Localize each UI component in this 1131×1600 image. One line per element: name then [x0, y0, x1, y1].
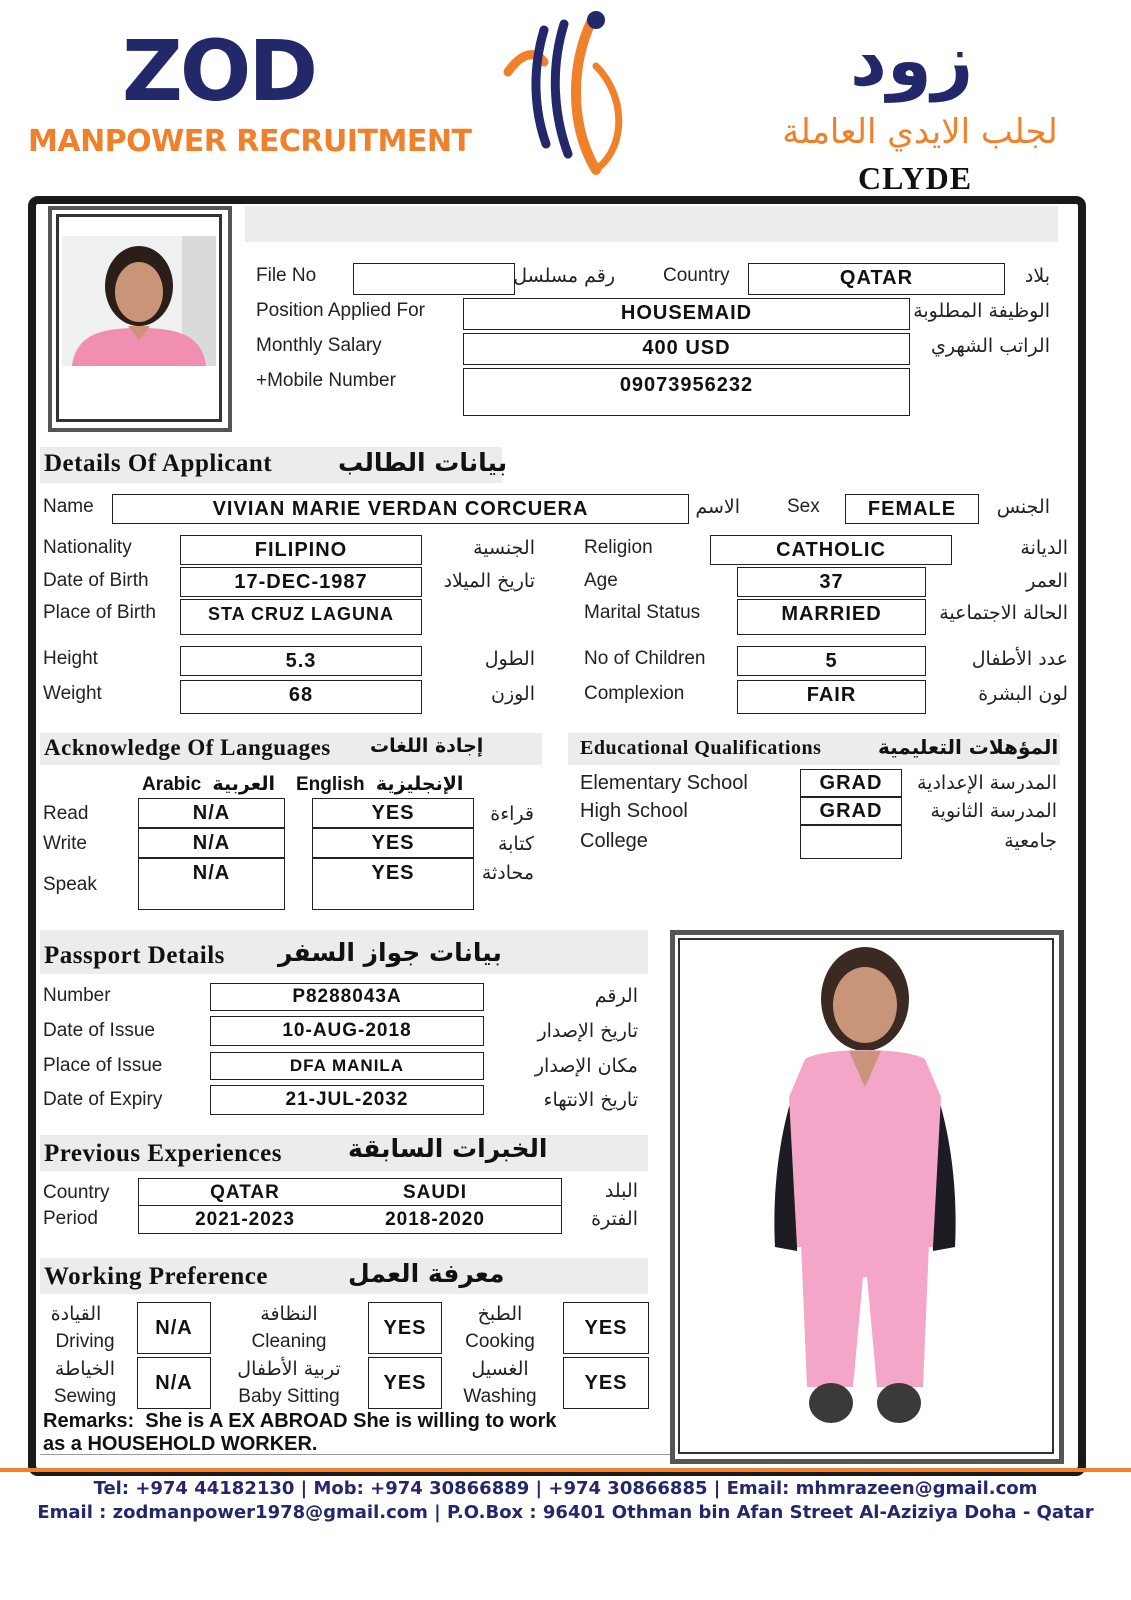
weight-label: Weight	[43, 683, 102, 704]
babysitting-arabic: تربية الأطفال	[237, 1358, 341, 1380]
religion-field: CATHOLIC	[710, 535, 952, 565]
sewing-value: N/A	[137, 1357, 211, 1409]
passport-issue-date-label: Date of Issue	[43, 1020, 155, 1041]
portrait-photo	[62, 236, 216, 366]
languages-section-title-arabic: إجادة اللغات	[370, 735, 484, 757]
name-label: Name	[43, 496, 94, 517]
file-no-arabic: رقم مسلسل	[513, 265, 615, 287]
cleaning-arabic: النظافة	[260, 1303, 318, 1325]
religion-arabic: الديانة	[1020, 537, 1068, 559]
experience-period-2: 2018-2020	[385, 1209, 485, 1230]
mobile-field: 09073956232	[463, 368, 910, 416]
top-banner	[245, 206, 1058, 242]
remarks-label: Remarks:	[43, 1410, 135, 1432]
experience-period-arabic: الفترة	[591, 1208, 638, 1230]
edu-college-label: College	[580, 830, 648, 852]
passport-section-title: Passport Details	[44, 942, 225, 969]
footer-divider	[0, 1468, 1131, 1472]
experience-period-1: 2021-2023	[195, 1209, 295, 1230]
babysitting-label: Baby Sitting	[238, 1386, 340, 1407]
english-col-label-ar: الإنجليزية	[375, 773, 464, 795]
dob-arabic: تاريخ الميلاد	[443, 570, 535, 592]
nationality-field: FILIPINO	[180, 535, 422, 565]
passport-number-arabic: الرقم	[594, 985, 638, 1007]
children-field: 5	[737, 646, 926, 676]
lang-read-label: Read	[43, 803, 89, 824]
languages-section-title: Acknowledge Of Languages	[44, 735, 331, 760]
education-section-title: Educational Qualifications	[580, 737, 822, 759]
passport-issue-place-field: DFA MANILA	[210, 1052, 484, 1080]
passport-expiry-arabic: تاريخ الانتهاء	[543, 1089, 638, 1111]
passport-expiry-field: 21-JUL-2032	[210, 1085, 484, 1115]
passport-section-title-arabic: بيانات جواز السفر	[278, 938, 502, 967]
english-col-label: English	[296, 774, 365, 795]
remarks-text-1: She is A EX ABROAD She is willing to work	[145, 1410, 557, 1432]
cooking-value: YES	[563, 1302, 649, 1354]
marital-label: Marital Status	[584, 602, 701, 623]
experience-section-title: Previous Experiences	[44, 1140, 282, 1167]
edu-elementary-arabic: المدرسة الإعدادية	[917, 772, 1057, 794]
arabic-col-label: Arabic	[142, 774, 202, 795]
babysitting-value: YES	[368, 1357, 442, 1409]
weight-arabic: الوزن	[490, 683, 535, 705]
sewing-label: Sewing	[53, 1386, 117, 1407]
lang-write-english-value: YES	[312, 828, 474, 858]
english-col-header	[296, 773, 463, 796]
file-no-label: File No	[256, 265, 317, 286]
height-field: 5.3	[180, 646, 422, 676]
brand-logo-arabic: زود	[850, 18, 974, 102]
pob-field: STA CRUZ LAGUNA	[180, 599, 422, 635]
country-arabic: بلاد	[1024, 265, 1050, 287]
remarks-underline	[40, 1454, 670, 1455]
driving-arabic: القيادة	[50, 1303, 102, 1325]
brand-logo-icon	[500, 6, 635, 176]
complexion-label: Complexion	[584, 683, 685, 704]
position-arabic: الوظيفة المطلوبة	[913, 300, 1050, 322]
arabic-col-label-ar: العربية	[212, 773, 276, 795]
edu-college-arabic: جامعية	[1004, 830, 1057, 852]
sex-field: FEMALE	[845, 494, 979, 524]
passport-issue-place-arabic: مكان الإصدار	[534, 1055, 638, 1077]
brand-subtitle-arabic: لجلب الايدي العاملة	[782, 112, 1058, 152]
sex-label: Sex	[787, 496, 820, 517]
experience-country-2: SAUDI	[402, 1182, 468, 1203]
lang-read-english-value: YES	[312, 798, 474, 828]
religion-label: Religion	[584, 537, 653, 558]
experience-section-title-arabic: الخبرات السابقة	[348, 1134, 548, 1163]
salary-label: Monthly Salary	[256, 335, 382, 356]
children-label: No of Children	[584, 648, 706, 669]
applicant-section-title: Details Of Applicant	[44, 450, 273, 477]
arabic-col-header	[142, 773, 275, 796]
applicant-section-title-arabic: بيانات الطالب	[338, 448, 508, 477]
file-no-field	[353, 263, 515, 295]
brand-subtitle: MANPOWER RECRUITMENT	[28, 124, 472, 159]
passport-issue-date-field: 10-AUG-2018	[210, 1016, 484, 1046]
country-label: Country	[663, 265, 730, 286]
edu-highschool-value: GRAD	[800, 797, 902, 825]
brand-clyde: CLYDE	[858, 160, 973, 196]
passport-issue-place-label: Place of Issue	[43, 1055, 163, 1076]
remarks-text-2: as a HOUSEHOLD WORKER.	[43, 1433, 318, 1455]
lang-speak-english-value: YES	[312, 858, 474, 910]
edu-elementary-label: Elementary School	[580, 772, 748, 794]
experience-country-label: Country	[43, 1182, 110, 1203]
pob-label: Place of Birth	[43, 602, 156, 623]
height-label: Height	[43, 648, 98, 669]
lang-read-arabic: قراءة	[490, 803, 534, 825]
dob-label: Date of Birth	[43, 570, 149, 591]
sex-arabic: الجنس	[996, 496, 1050, 518]
age-field: 37	[737, 567, 926, 597]
brand-logo-text: ZOD	[122, 22, 316, 120]
experience-country-arabic: البلد	[604, 1180, 638, 1202]
lang-speak-label: Speak	[43, 874, 97, 895]
passport-number-field: P8288043A	[210, 983, 484, 1011]
remarks-line1	[43, 1410, 556, 1433]
lang-write-arabic: كتابة	[497, 833, 534, 855]
lang-write-arabic-value: N/A	[138, 828, 285, 858]
edu-highschool-arabic: المدرسة الثانوية	[930, 800, 1057, 822]
passport-issue-date-arabic: تاريخ الإصدار	[537, 1020, 638, 1042]
edu-elementary-value: GRAD	[800, 769, 902, 797]
full-body-photo	[745, 947, 985, 1437]
age-arabic: العمر	[1026, 570, 1068, 592]
washing-label: Washing	[463, 1386, 537, 1407]
age-label: Age	[584, 570, 618, 591]
name-field: VIVIAN MARIE VERDAN CORCUERA	[112, 494, 689, 524]
experience-country-1: QATAR	[210, 1182, 280, 1203]
edu-highschool-label: High School	[580, 800, 688, 822]
lang-speak-arabic: محادثة	[481, 862, 534, 884]
nationality-label: Nationality	[43, 537, 132, 558]
dob-field: 17-DEC-1987	[180, 567, 422, 597]
position-field: HOUSEMAID	[463, 298, 910, 330]
marital-field: MARRIED	[737, 599, 926, 635]
washing-arabic: الغسيل	[471, 1358, 529, 1380]
experience-period-label: Period	[43, 1208, 98, 1229]
footer-contact-line-2: Email : zodmanpower1978@gmail.com | P.O.Box : 96401 Othman bin Afan Street Al-Aziziya Doha - Qatar	[37, 1502, 1094, 1523]
lang-read-arabic-value: N/A	[138, 798, 285, 828]
cooking-arabic: الطبخ	[477, 1303, 523, 1325]
passport-expiry-label: Date of Expiry	[43, 1089, 163, 1110]
full-body-photo-frame	[670, 930, 1064, 1464]
sewing-arabic: الخياطة	[54, 1358, 116, 1380]
cleaning-label: Cleaning	[251, 1331, 327, 1352]
position-label: Position Applied For	[256, 300, 425, 321]
driving-label: Driving	[55, 1331, 115, 1352]
nationality-arabic: الجنسية	[473, 537, 535, 559]
complexion-arabic: لون البشرة	[978, 683, 1068, 705]
children-arabic: عدد الأطفال	[971, 648, 1068, 670]
education-section-title-arabic: المؤهلات التعليمية	[878, 735, 1059, 759]
cooking-label: Cooking	[465, 1331, 535, 1352]
passport-number-label: Number	[43, 985, 111, 1006]
complexion-field: FAIR	[737, 680, 926, 714]
country-field: QATAR	[748, 263, 1005, 295]
washing-value: YES	[563, 1357, 649, 1409]
mobile-label: +Mobile Number	[256, 370, 396, 391]
cleaning-value: YES	[368, 1302, 442, 1354]
portrait-photo-frame	[48, 206, 232, 432]
weight-field: 68	[180, 680, 422, 714]
edu-college-value	[800, 825, 902, 859]
height-arabic: الطول	[484, 648, 535, 670]
lang-write-label: Write	[43, 833, 87, 854]
name-arabic: الاسم	[695, 496, 740, 518]
marital-arabic: الحالة الاجتماعية	[939, 602, 1068, 624]
driving-value: N/A	[137, 1302, 211, 1354]
footer-contact-line-1: Tel: +974 44182130 | Mob: +974 30866889 | +974 30866885 | Email: mhmrazeen@gmail.com	[93, 1478, 1038, 1499]
salary-arabic: الراتب الشهري	[931, 335, 1050, 357]
salary-field: 400 USD	[463, 333, 910, 365]
working-section-title-arabic: معرفة العمل	[348, 1259, 505, 1288]
lang-speak-arabic-value: N/A	[138, 858, 285, 910]
working-section-title: Working Preference	[44, 1263, 268, 1290]
